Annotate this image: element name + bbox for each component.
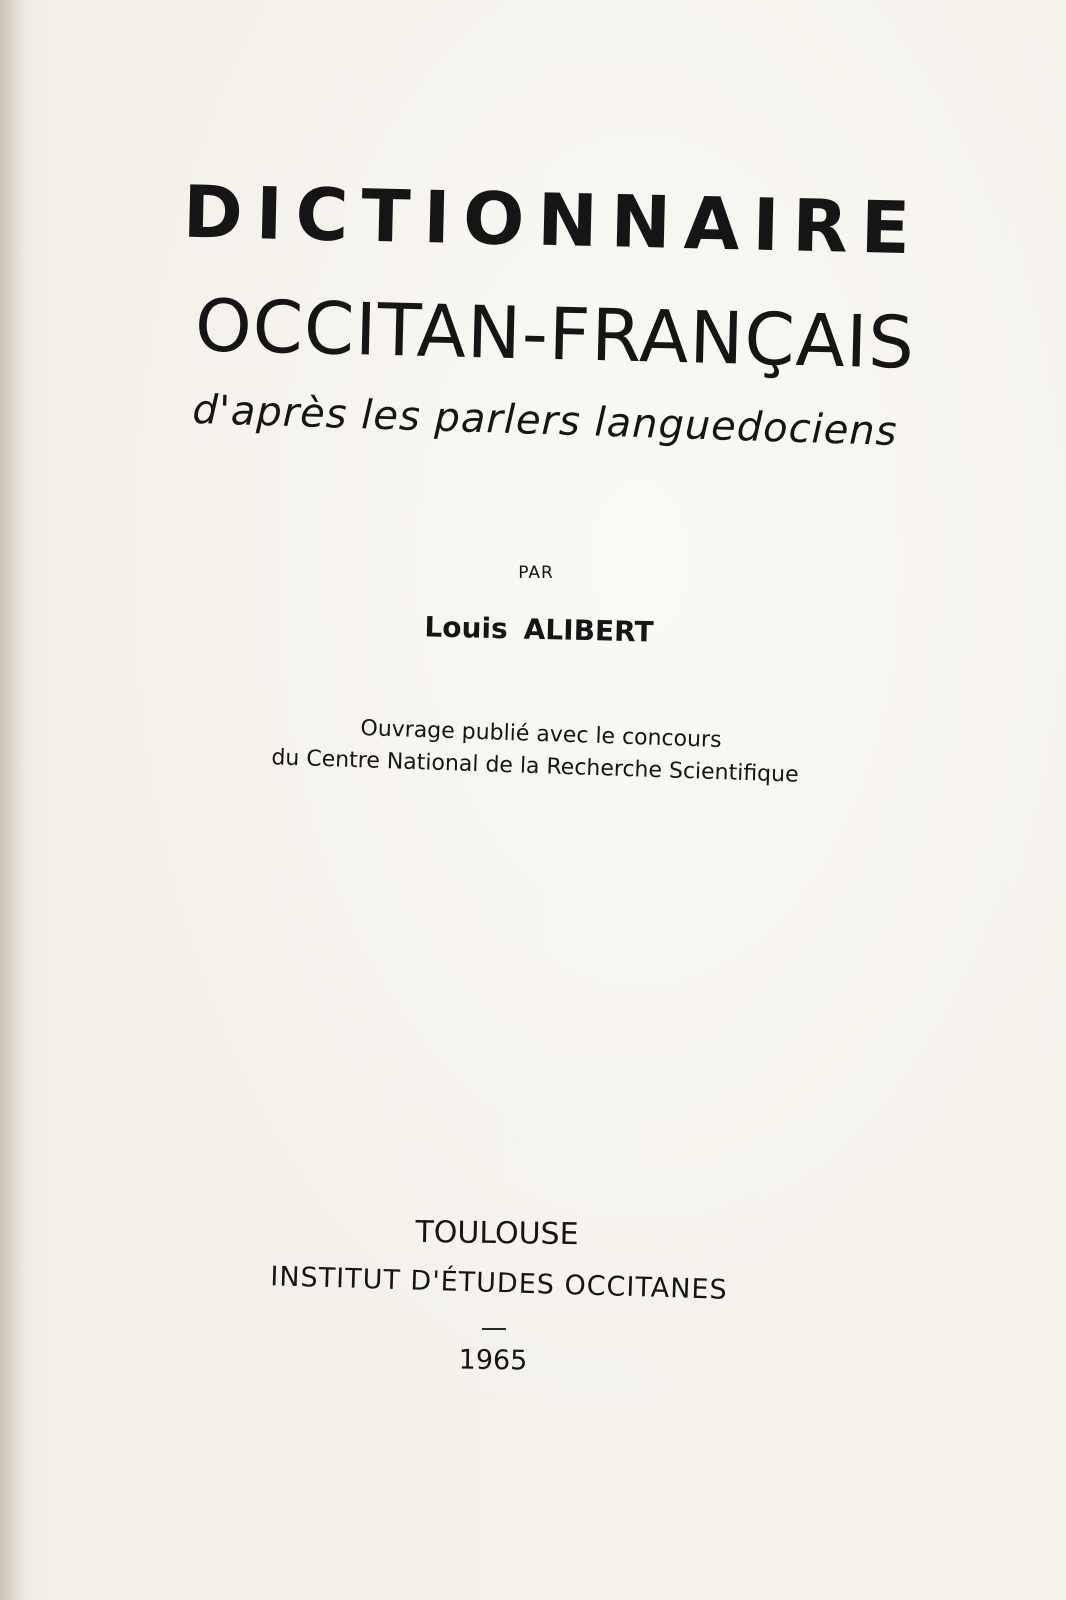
title-line-2: OCCITAN-FRANÇAIS <box>194 283 916 385</box>
publication-city: TOULOUSE <box>415 1214 579 1253</box>
author-last-name: ALIBERT <box>523 612 654 649</box>
author-first-name: Louis <box>424 610 509 646</box>
by-label: PAR <box>518 563 554 583</box>
publication-year: 1965 <box>458 1344 528 1377</box>
author-name <box>6 601 1066 658</box>
publication-note-line-1: Ouvrage publié avec le concours <box>360 716 722 753</box>
separator-dash <box>482 1328 506 1330</box>
title-line-1: DICTIONNAIRE <box>182 169 924 271</box>
subtitle: d'après les parlers languedociens <box>191 386 899 456</box>
publisher-name: INSTITUT D'ÉTUDES OCCITANES <box>269 1261 729 1306</box>
publication-note-line-2: du Centre National de la Recherche Scientifique <box>271 745 799 788</box>
